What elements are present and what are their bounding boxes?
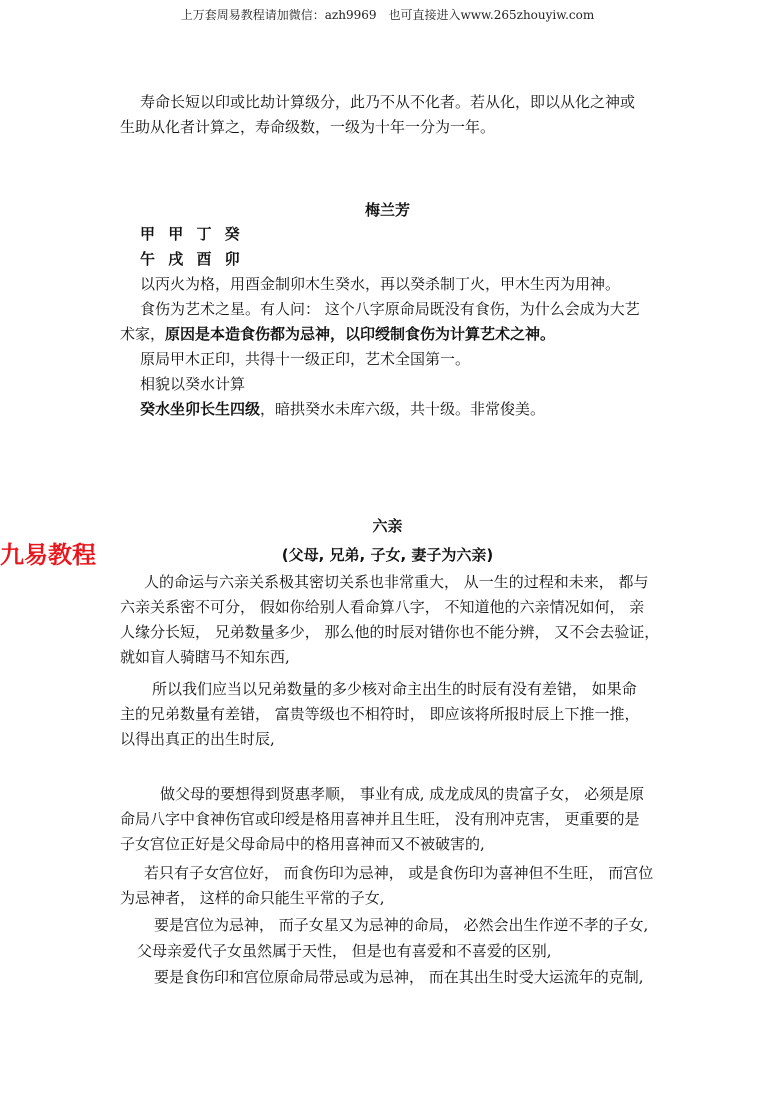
section1-p5-bold: 癸水坐卯长生四级 bbox=[140, 400, 261, 418]
page-header: 上万套周易教程请加微信：azh9969 也可直接进入www.265zhouyiw.com bbox=[180, 8, 595, 22]
section1-paragraph-2-line-1: 食伤为艺术之星。有人问： 这个八字原命局既没有食伤，为什么会成为大艺 bbox=[140, 300, 640, 318]
section-title-liuqin: 六亲 bbox=[372, 517, 403, 535]
liuqin-paragraph-2 bbox=[120, 677, 640, 752]
section1-paragraph-1: 以丙火为格，用酉金制卯木生癸水，再以癸杀制丁火，甲木生丙为用神。 bbox=[140, 275, 621, 293]
liuqin-p1-line-4: 就如盲人骑瞎马不知东西, bbox=[120, 648, 290, 666]
liuqin-paragraph-5 bbox=[154, 913, 648, 938]
liuqin-paragraph-7 bbox=[154, 965, 644, 990]
liuqin-p3-line-2: 命局八字中食神伤官或印绶是格用喜神并且生旺， 没有刑冲克害， 更重要的是 bbox=[120, 810, 640, 828]
section1-p2-bold: 原因是本造食伤都为忌神，以印绶制食伤为计算艺术之神。 bbox=[165, 325, 556, 343]
liuqin-p2-line-2: 主的兄弟数量有差错， 富贵等级也不相符时， 即应该将所报时辰上下推一推， bbox=[120, 705, 640, 723]
liuqin-paragraph-1 bbox=[120, 570, 659, 670]
liuqin-p3-line-3: 子女宫位正好是父母命局中的格用喜神而又不被破害的, bbox=[120, 835, 485, 853]
liuqin-p3-line-1: 做父母的要想得到贤惠孝顺， 事业有成, 成龙成凤的贵富子女， 必须是原 bbox=[160, 785, 645, 803]
intro-line-1: 寿命长短以印或比劫计算级分，此乃不从不化者。若从化，即以从化之神或 bbox=[140, 93, 636, 111]
section-title-meilanfang: 梅兰芳 bbox=[364, 201, 410, 219]
liuqin-p1-line-2: 六亲关系密不可分， 假如你给别人看命算八字， 不知道他的六亲情况如何， 亲 bbox=[120, 598, 645, 616]
section1-paragraph-3: 原局甲木正印，共得十一级正印，艺术全国第一。 bbox=[140, 350, 471, 368]
section1-paragraph-4: 相貌以癸水计算 bbox=[140, 375, 246, 393]
liuqin-p6-line: 父母亲爱代子女虽然属于天性， 但是也有喜爱和不喜爱的区别, bbox=[137, 942, 552, 960]
watermark-logo: 九易教程 bbox=[0, 541, 96, 569]
liuqin-paragraph-4 bbox=[120, 861, 653, 911]
liuqin-p4-line-1: 若只有子女宫位好， 而食伤印为忌神， 或是食伤印为喜神但不生旺， 而宫位 bbox=[144, 864, 654, 882]
section1-body-rest bbox=[140, 347, 545, 422]
liuqin-p4-line-2: 为忌神者， 这样的命只能生平常的子女, bbox=[120, 889, 385, 907]
intro-paragraph bbox=[120, 90, 635, 140]
section1-paragraph-2-line-2 bbox=[120, 322, 555, 347]
section-subtitle-liuqin: (父母, 兄弟, 子女, 妻子为六亲) bbox=[281, 546, 494, 564]
liuqin-p1-line-3: 人缘分长短， 兄弟数量多少， 那么他的时辰对错你也不能分辨， 又不会去验证， bbox=[120, 623, 660, 641]
liuqin-p2-line-3: 以得出真正的出生时辰, bbox=[120, 730, 275, 748]
intro-line-2: 生助从化者计算之，寿命级数，一级为十年一分为一年。 bbox=[120, 118, 496, 136]
pillars-heavenly-stems: 甲 甲 丁 癸 bbox=[140, 225, 244, 243]
pillars-earthly-branches: 午 戌 酉 卯 bbox=[140, 250, 244, 268]
liuqin-p2-line-1: 所以我们应当以兄弟数量的多少核对命主出生的时辰有没有差错， 如果命 bbox=[152, 680, 637, 698]
liuqin-paragraph-6 bbox=[137, 939, 552, 964]
section1-body bbox=[140, 222, 640, 322]
liuqin-p5-line: 要是宫位为忌神， 而子女星又为忌神的命局， 必然会出生作逆不孝的子女, bbox=[154, 916, 649, 934]
section1-p2-normal: 术家， bbox=[120, 325, 166, 343]
section1-p5-normal: ，暗拱癸水未库六级，共十级。非常俊美。 bbox=[260, 400, 546, 418]
liuqin-paragraph-3 bbox=[120, 782, 644, 857]
liuqin-p7-line: 要是食伤印和宫位原命局带忌或为忌神， 而在其出生时受大运流年的克制, bbox=[154, 968, 644, 986]
liuqin-p1-line-1: 人的命运与六亲关系极其密切关系也非常重大， 从一生的过程和未来， 都与 bbox=[144, 573, 649, 591]
